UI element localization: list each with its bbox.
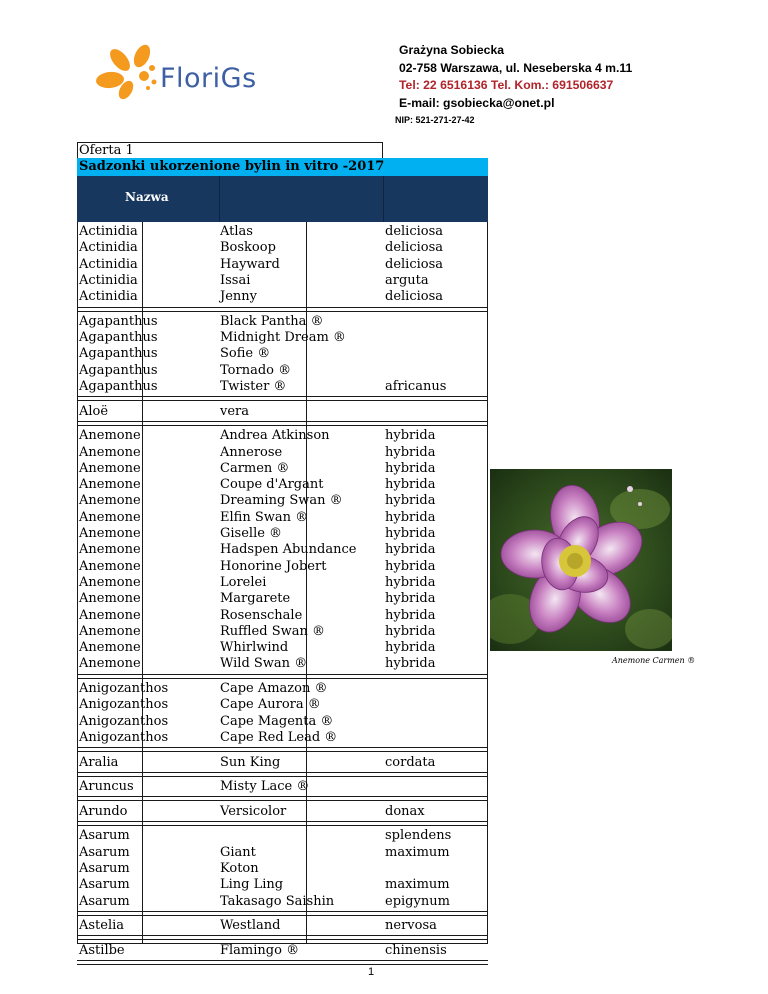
genus-cell: Actinidia <box>79 256 138 272</box>
genus-cell: Arundo <box>79 803 128 819</box>
cultivar-cell: Sofie ® <box>220 346 271 362</box>
offer-title-bar-right <box>383 158 488 176</box>
cultivar-cell: Issai <box>220 272 251 288</box>
species-cell: hybrida <box>385 477 436 493</box>
cultivar-cell: Flamingo ® <box>220 942 300 958</box>
cultivar-cell: Carmen ® <box>220 460 290 476</box>
cultivar-cell: Giant <box>220 844 256 860</box>
contact-block <box>395 42 633 130</box>
cultivar-cell: Versicolor <box>220 803 287 819</box>
group-separator <box>77 935 488 936</box>
group-separator <box>77 674 488 675</box>
contact-phone: Tel: 22 6516136 Tel. Kom.: 691506637 <box>399 78 614 93</box>
genus-cell: Anemone <box>79 640 141 656</box>
genus-cell: Anemone <box>79 526 141 541</box>
group-separator <box>77 800 488 801</box>
genus-cell: Anigozanthos <box>79 681 169 696</box>
cultivar-cell: Tornado ® <box>220 362 292 378</box>
species-cell: hybrida <box>385 428 436 444</box>
cultivar-cell: Andrea Atkinson <box>220 428 330 444</box>
genus-cell: Actinidia <box>79 272 138 288</box>
header-nazwa: Nazwa <box>125 190 169 204</box>
species-cell: splendens <box>385 828 452 844</box>
genus-cell: Actinidia <box>79 224 138 239</box>
cultivar-cell: Lorelei <box>220 574 267 590</box>
species-cell: chinensis <box>385 942 447 958</box>
page-number: 1 <box>368 966 375 978</box>
genus-cell: Agapanthus <box>79 362 158 378</box>
genus-cell: Astelia <box>79 918 125 934</box>
cultivar-cell: Wild Swan ® <box>220 656 308 672</box>
brand-name: FloriGs <box>160 63 257 94</box>
cultivar-cell: Takasago Saishin <box>220 893 335 909</box>
genus-cell: Asarum <box>79 893 130 909</box>
genus-cell: Anemone <box>79 493 141 509</box>
cultivar-cell: Elfin Swan ® <box>220 509 309 525</box>
cultivar-cell: Black Pantha ® <box>220 313 324 329</box>
cultivar-cell: Hayward <box>220 256 280 272</box>
cultivar-cell: Coupe d'Argant <box>220 477 324 493</box>
cultivar-cell: Dreaming Swan ® <box>220 493 343 509</box>
cultivar-cell: Ling Ling <box>220 877 284 893</box>
cultivar-cell: Annerose <box>220 444 283 460</box>
group-separator <box>77 400 488 401</box>
genus-cell: Anemone <box>79 460 141 476</box>
genus-cell: Agapanthus <box>79 330 158 346</box>
genus-cell: Anemone <box>79 542 141 558</box>
contact-nip: NIP: 521-271-27-42 <box>395 115 475 126</box>
group-separator <box>77 396 488 397</box>
species-cell: maximum <box>385 844 450 860</box>
cultivar-cell: Cape Magenta ® <box>220 713 334 729</box>
species-cell: hybrida <box>385 591 436 607</box>
group-separator <box>77 421 488 422</box>
genus-cell: Anemone <box>79 623 141 639</box>
species-cell: hybrida <box>385 607 436 623</box>
species-cell: epigynum <box>385 893 450 909</box>
cultivar-cell: Sun King <box>220 754 281 770</box>
species-cell: deliciosa <box>385 240 444 256</box>
species-cell: hybrida <box>385 656 436 672</box>
species-cell: deliciosa <box>385 224 444 239</box>
genus-cell: Asarum <box>79 828 130 844</box>
genus-cell: Anemone <box>79 428 141 444</box>
genus-cell: Anemone <box>79 607 141 623</box>
cultivar-cell: Cape Red Lead ® <box>220 729 338 745</box>
genus-cell: Anemone <box>79 558 141 574</box>
group-separator <box>77 311 488 312</box>
cultivar-cell: Margarete <box>220 591 291 607</box>
genus-cell: Anemone <box>79 591 141 607</box>
species-cell: arguta <box>385 272 429 288</box>
cultivar-cell: Westland <box>220 918 281 934</box>
contact-address: 02-758 Warszawa, ul. Neseberska 4 m.11 <box>399 60 633 75</box>
cultivar-cell: Atlas <box>220 224 253 239</box>
cultivar-cell: Giselle ® <box>220 526 283 541</box>
species-cell: hybrida <box>385 623 436 639</box>
species-cell: deliciosa <box>385 256 444 272</box>
genus-cell: Anemone <box>79 509 141 525</box>
genus-cell: Agapanthus <box>79 379 158 394</box>
group-separator <box>77 772 488 773</box>
genus-cell: Anemone <box>79 477 141 493</box>
cultivar-cell: Ruffled Swan ® <box>220 623 325 639</box>
group-separator <box>77 796 488 797</box>
group-separator <box>77 915 488 916</box>
cultivar-cell: vera <box>220 403 250 419</box>
group-separator <box>77 425 488 426</box>
genus-cell: Anigozanthos <box>79 729 169 745</box>
cultivar-cell: Honorine Jobert <box>220 558 327 574</box>
species-cell: africanus <box>385 379 447 394</box>
offer-title: Sadzonki ukorzenione bylin in vitro -2017 <box>79 159 385 174</box>
group-separator <box>77 776 488 777</box>
species-cell: hybrida <box>385 574 436 590</box>
cultivar-cell: Jenny <box>220 289 257 305</box>
genus-cell: Anemone <box>79 656 141 672</box>
species-cell: hybrida <box>385 493 436 509</box>
genus-cell: Agapanthus <box>79 313 158 329</box>
species-cell: hybrida <box>385 558 436 574</box>
species-cell: deliciosa <box>385 289 444 305</box>
genus-cell: Asarum <box>79 877 130 893</box>
group-separator <box>77 747 488 748</box>
group-separator <box>77 751 488 752</box>
genus-cell: Asarum <box>79 860 130 876</box>
species-cell: hybrida <box>385 460 436 476</box>
group-separator <box>77 821 488 822</box>
group-separator <box>77 939 488 940</box>
group-separator <box>77 911 488 912</box>
cultivar-cell: Hadspen Abundance <box>220 542 357 558</box>
group-separator <box>77 964 488 965</box>
group-separator <box>77 678 488 679</box>
genus-cell: Aruncus <box>79 779 134 795</box>
cultivar-cell: Misty Lace ® <box>220 779 310 795</box>
species-cell: hybrida <box>385 542 436 558</box>
genus-cell: Astilbe <box>79 942 125 958</box>
species-cell: maximum <box>385 877 450 893</box>
genus-cell: Agapanthus <box>79 346 158 362</box>
genus-cell: Actinidia <box>79 240 138 256</box>
species-cell: hybrida <box>385 526 436 541</box>
cultivar-cell: Whirlwind <box>220 640 289 656</box>
genus-cell: Anemone <box>79 444 141 460</box>
cultivar-cell: Cape Amazon ® <box>220 681 328 696</box>
cultivar-cell: Cape Aurora ® <box>220 697 321 713</box>
genus-cell: Aralia <box>79 754 119 770</box>
genus-cell: Aloë <box>79 403 109 419</box>
cultivar-cell: Boskoop <box>220 240 276 256</box>
genus-cell: Anigozanthos <box>79 697 169 713</box>
table-header <box>77 176 488 222</box>
contact-name: Grażyna Sobiecka <box>399 43 504 57</box>
species-cell: donax <box>385 803 425 819</box>
genus-cell: Actinidia <box>79 289 138 305</box>
photo-caption: Anemone Carmen ® <box>612 656 696 665</box>
species-cell: nervosa <box>385 918 437 934</box>
flower-logo-icon <box>92 42 162 102</box>
genus-cell: Anemone <box>79 574 141 590</box>
species-cell: hybrida <box>385 509 436 525</box>
species-cell: hybrida <box>385 444 436 460</box>
species-cell: cordata <box>385 754 436 770</box>
cultivar-cell: Twister ® <box>220 379 287 394</box>
group-separator <box>77 307 488 308</box>
group-separator <box>77 825 488 826</box>
cultivar-cell: Midnight Dream ® <box>220 330 346 346</box>
offer-label: Oferta 1 <box>79 143 134 158</box>
anemone-photo <box>490 469 672 651</box>
contact-email: E-mail: gsobiecka@onet.pl <box>399 95 555 110</box>
cultivar-cell: Rosenschale <box>220 607 303 623</box>
species-cell: hybrida <box>385 640 436 656</box>
genus-cell: Asarum <box>79 844 130 860</box>
genus-cell: Anigozanthos <box>79 713 169 729</box>
cultivar-cell: Koton <box>220 860 259 876</box>
group-separator <box>77 960 488 961</box>
